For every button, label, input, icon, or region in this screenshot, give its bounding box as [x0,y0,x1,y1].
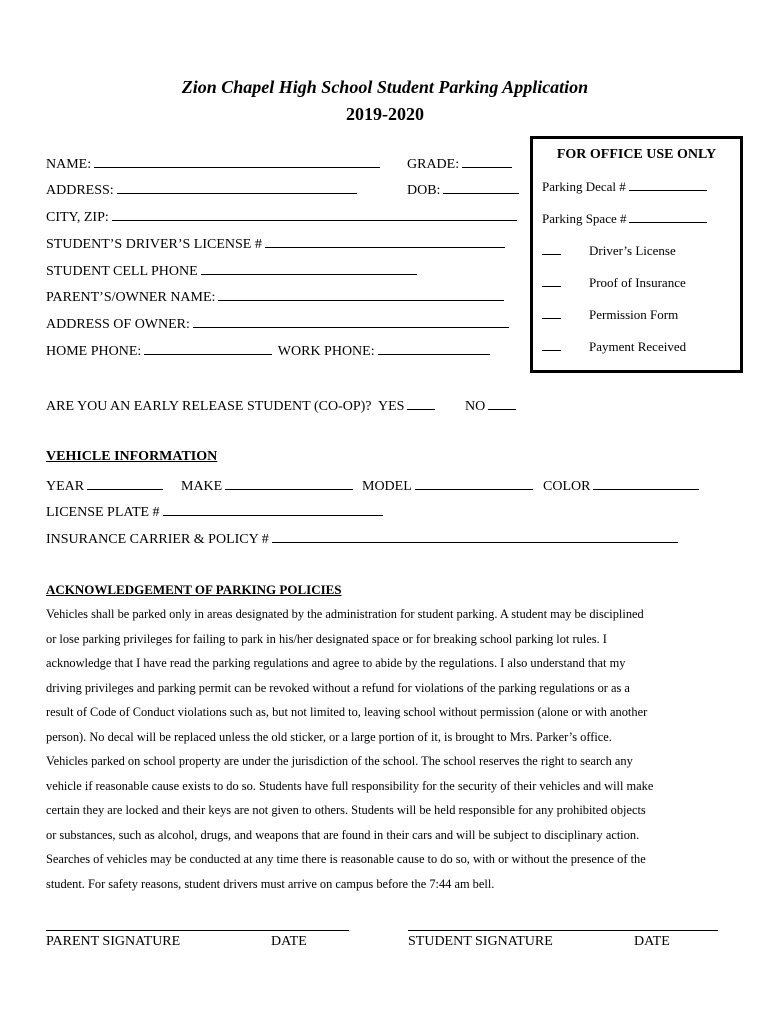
name-label: NAME: [46,157,92,172]
policy-line: certain they are locked and their keys are not given to others. Students will be held responsible for any prohibited objects [46,803,646,817]
home-phone-line[interactable] [144,341,272,355]
policy-line: driving privileges and parking permit can be revoked without a refund for violations of the parking regulations or as a [46,680,630,695]
grade-field[interactable] [407,154,512,174]
license-plate-label: LICENSE PLATE # [46,505,160,520]
drivers-license-line[interactable] [265,234,505,248]
grade-label: GRADE: [407,157,460,172]
drivers-license-field[interactable] [46,234,505,254]
parent-signature-line[interactable] [46,930,349,931]
insurance-field[interactable] [46,529,678,549]
policy-line: Vehicles shall be parked only in areas designated by the administration for student parking. A student may be disciplined [46,607,644,621]
parking-decal-line[interactable] [629,179,707,191]
policy-line: Vehicles parked on school property are under the jurisdiction of the school. The school reserves the right to search any [46,754,633,768]
vehicle-make-field[interactable] [181,476,353,496]
name-line[interactable] [94,154,380,168]
parking-space-line[interactable] [629,211,707,223]
early-release-yes-label: YES [378,399,405,414]
dob-field[interactable] [407,180,519,200]
check-line[interactable] [542,275,561,287]
owner-address-label: ADDRESS OF OWNER: [46,317,190,332]
vehicle-year-field[interactable] [46,476,163,496]
vehicle-color-label: COLOR [543,479,591,494]
vehicle-make-label: MAKE [181,479,223,494]
city-zip-field[interactable] [46,207,517,227]
home-phone-field[interactable] [46,341,490,361]
early-release-no-label: NO [464,399,486,414]
check-drivers-license[interactable] [542,243,676,259]
insurance-line[interactable] [272,529,678,543]
vehicle-model-line[interactable] [415,476,533,490]
student-signature-line[interactable] [408,930,718,931]
vehicle-model-label: MODEL [362,479,412,494]
check-line[interactable] [542,307,561,319]
vehicle-color-field[interactable] [543,476,699,496]
cell-phone-label: STUDENT CELL PHONE [46,264,198,279]
early-release-question: ARE YOU AN EARLY RELEASE STUDENT (CO-OP)? [46,399,372,414]
acknowledgement-heading: ACKNOWLEDGEMENT OF PARKING POLICIES [46,582,342,597]
vehicle-year-line[interactable] [87,476,163,490]
policy-line: Searches of vehicles may be conducted at any time there is reasonable cause to do so, with or without the presence of the [46,852,646,866]
city-zip-label: CITY, ZIP: [46,210,109,225]
address-field[interactable] [46,180,357,200]
parent-date-label: DATE [271,934,307,949]
cell-phone-line[interactable] [201,261,417,275]
check-label: Proof of Insurance [589,275,686,290]
early-release-yes-line[interactable] [407,396,435,410]
license-plate-field[interactable] [46,502,383,522]
check-label: Permission Form [589,307,679,322]
vehicle-year-label: YEAR [46,479,85,494]
policy-line: result of Code of Conduct violations such as, but not limited to, leaving school without permission (alone or with another [46,705,648,719]
vehicle-model-field[interactable] [362,476,533,496]
parking-space-label: Parking Space # [542,211,627,226]
check-label: Payment Received [589,339,687,354]
name-field[interactable] [46,154,380,174]
parking-space-field[interactable] [542,211,707,227]
license-plate-line[interactable] [163,502,383,516]
form-year: 2019-2020 [346,104,424,124]
parent-name-line[interactable] [218,287,504,301]
early-release-no-line[interactable] [488,396,516,410]
early-release-field[interactable] [46,396,516,416]
dob-line[interactable] [443,180,519,194]
student-date-label: DATE [634,934,670,949]
city-zip-line[interactable] [112,207,517,221]
policy-line: student. For safety reasons, student drivers must arrive on campus before the 7:44 am bell. [46,876,495,891]
office-use-header: FOR OFFICE USE ONLY [556,147,717,162]
cell-phone-field[interactable] [46,261,417,281]
owner-address-field[interactable] [46,314,509,334]
policy-line: acknowledge that I have read the parking regulations and agree to abide by the regulations. I also understand that my [46,656,626,670]
parent-signature-label: PARENT SIGNATURE [46,934,181,949]
policy-line: or substances, such as alcohol, drugs, and weapons that are found in their cars and will be subject to disciplinary action. [46,827,640,842]
insurance-label: INSURANCE CARRIER & POLICY # [46,532,269,547]
parent-name-field[interactable] [46,287,504,307]
drivers-license-label: STUDENT’S DRIVER’S LICENSE # [46,237,262,252]
vehicle-heading: VEHICLE INFORMATION [46,449,218,464]
address-label: ADDRESS: [46,183,114,198]
owner-address-line[interactable] [193,314,509,328]
grade-line[interactable] [462,154,512,168]
dob-label: DOB: [407,183,441,198]
home-phone-label: HOME PHONE: [46,344,142,359]
acknowledgement-text [46,602,736,896]
check-label: Driver’s License [589,243,676,258]
vehicle-make-line[interactable] [225,476,353,490]
check-line[interactable] [542,339,561,351]
office-use-box [530,136,743,373]
parking-decal-field[interactable] [542,179,707,195]
check-line[interactable] [542,243,561,255]
vehicle-color-line[interactable] [593,476,699,490]
work-phone-label: WORK PHONE: [277,344,375,359]
form-title: Zion Chapel High School Student Parking Application [181,77,589,97]
work-phone-line[interactable] [378,341,490,355]
policy-line: vehicle if reasonable cause exists to do so. Students have full responsibility for the security of their vehicles and will make [46,778,654,793]
policy-line: or lose parking privileges for failing to park in his/her designated space or for breaking school parking lot rules. I [46,631,607,646]
check-proof-of-insurance[interactable] [542,275,686,291]
address-line[interactable] [117,180,357,194]
parking-decal-label: Parking Decal # [542,179,626,194]
policy-line: person). No decal will be replaced unless the old sticker, or a large portion of it, is brought to Mrs. Parker’s office. [46,729,612,744]
student-signature-label: STUDENT SIGNATURE [408,934,553,949]
check-payment-received[interactable] [542,339,687,355]
parent-name-label: PARENT’S/OWNER NAME: [46,290,216,305]
check-permission-form[interactable] [542,307,679,323]
